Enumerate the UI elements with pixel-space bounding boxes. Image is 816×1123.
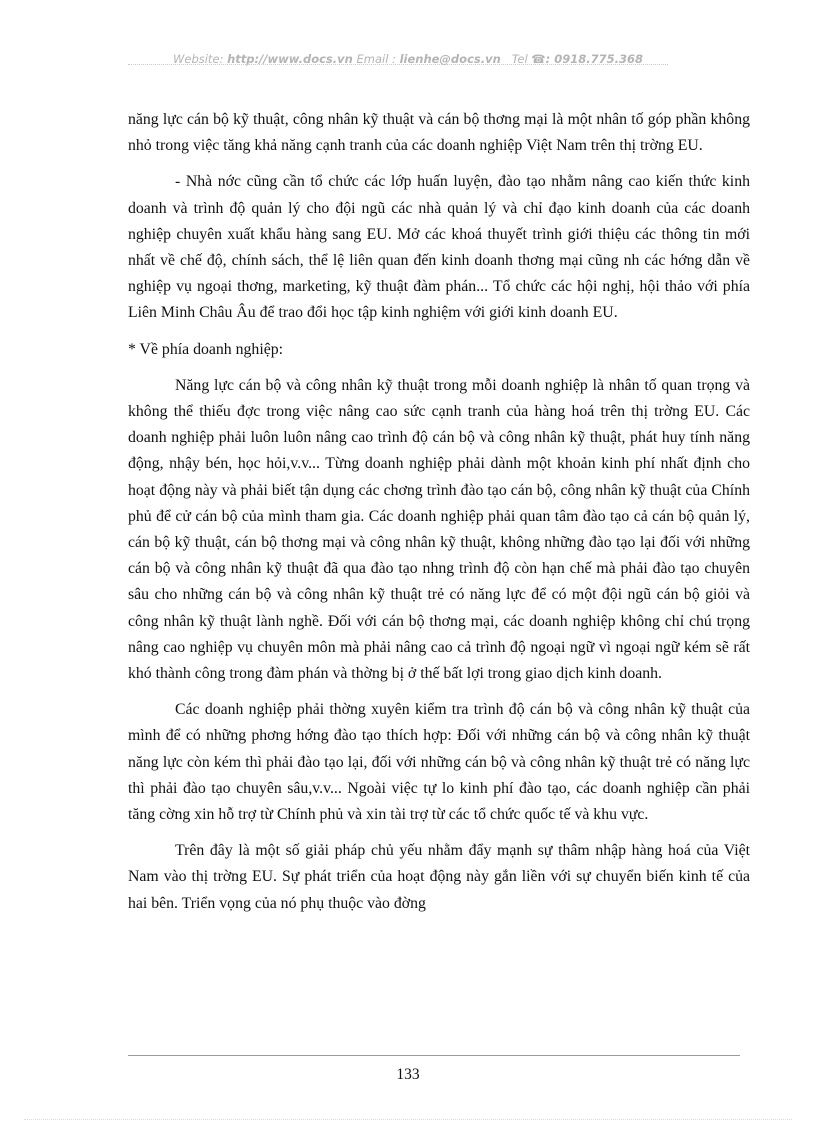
tel-label: Tel xyxy=(511,52,528,66)
header-divider xyxy=(128,64,668,65)
paragraph: Các doanh nghiệp phải thờng xuyên kiểm tra trình độ cán bộ và công nhân kỹ thuật của mình để có những phơng hớng đào tạo thích hợp: Đối với những cán bộ và công nhân kỹ thuật năng lực còn kém thì phải đào tạo lại, đối với những cán bộ và công nhân kỹ thuật trẻ có năng lực thì phải đào tạo chuyên sâu,v.v... Ngoài việc tự lo kinh phí đào tạo, các doanh nghiệp cần phải tăng cờng xin hỗ trợ từ Chính phủ và xin tài trợ từ các tổ chức quốc tế và khu vực. xyxy=(128,701,750,824)
phone-icon: ☎ xyxy=(531,52,546,66)
footer-divider xyxy=(128,1055,740,1056)
email-label: Email : xyxy=(356,52,396,66)
website-link[interactable]: http://www.docs.vn xyxy=(227,52,353,66)
paragraph: Trên đây là một số giải pháp chủ yếu nhằm đẩy mạnh sự thâm nhập hàng hoá của Việt Nam vào thị trờng EU. Sự phát triển của hoạt động này gắn liền với sự chuyển biến kinh tế của hai bên. Triển vọng của nó phụ thuộc vào đờng xyxy=(128,842,750,912)
tel-value: : 0918.775.368 xyxy=(545,52,643,66)
document-body xyxy=(128,107,750,927)
paragraph: năng lực cán bộ kỹ thuật, công nhân kỹ thuật và cán bộ thơng mại là một nhân tố góp phần không nhỏ trong việc tăng khả năng cạnh tranh của các doanh nghiệp Việt Nam trên thị trờng EU. xyxy=(128,111,750,155)
website-label: Website: xyxy=(173,52,224,66)
paragraph: Năng lực cán bộ và công nhân kỹ thuật trong mỗi doanh nghiệp là nhân tố quan trọng và không thể thiếu đợc trong việc nâng cao sức cạnh tranh của hàng hoá trên thị trờng EU. Các doanh nghiệp phải luôn luôn nâng cao trình độ cán bộ và công nhân kỹ thuật, phát huy tính năng động, nhậy bén, học hỏi,v.v... Từng doanh nghiệp phải dành một khoản kinh phí nhất định cho hoạt động này và phải biết tận dụng các chơng trình đào tạo cán bộ, công nhân kỹ thuật của Chính phủ để cử cán bộ của mình tham gia. Các doanh nghiệp phải quan tâm đào tạo cả cán bộ quản lý, cán bộ kỹ thuật, cán bộ thơng mại và công nhân kỹ thuật, không những đào tạo lại đối với những cán bộ và công nhân kỹ thuật đã qua đào tạo nhng trình độ còn hạn chế mà phải đào tạo chuyên sâu cho những cán bộ và công nhân kỹ thuật trẻ có năng lực để có một đội ngũ cán bộ giỏi và công nhân kỹ thuật lành nghề. Đối với cán bộ thơng mại, các doanh nghiệp không chỉ chú trọng nâng cao nghiệp vụ chuyên môn mà phải nâng cao cả trình độ ngoại ngữ vì ngoại ngữ kém sẽ rất khó thành công trong đàm phán và thờng bị ở thế bất lợi trong giao dịch kinh doanh. xyxy=(128,376,750,683)
section-heading: * Về phía doanh nghiệp: xyxy=(128,340,284,358)
page-bottom-border xyxy=(24,1119,792,1120)
page-number: 133 xyxy=(396,1066,420,1083)
email-link[interactable]: lienhe@docs.vn xyxy=(399,52,501,66)
paragraph: - Nhà nớc cũng cần tổ chức các lớp huấn luyện, đào tạo nhằm nâng cao kiến thức kinh doanh và trình độ quản lý cho đội ngũ các nhà quản lý và chỉ đạo kinh doanh của các doanh nghiệp chuyên xuất khẩu hàng sang EU. Mở các khoá thuyết trình giới thiệu các thông tin mới nhất về chế độ, chính sách, thể lệ liên quan đến kinh doanh thơng mại cũng nh các hớng dẫn về nghiệp vụ ngoại thơng, marketing, kỹ thuật đàm phán... Tổ chức các hội nghị, hội thảo với phía Liên Minh Châu Âu để trao đổi học tập kinh nghiệm với giới kinh doanh EU. xyxy=(128,173,750,322)
